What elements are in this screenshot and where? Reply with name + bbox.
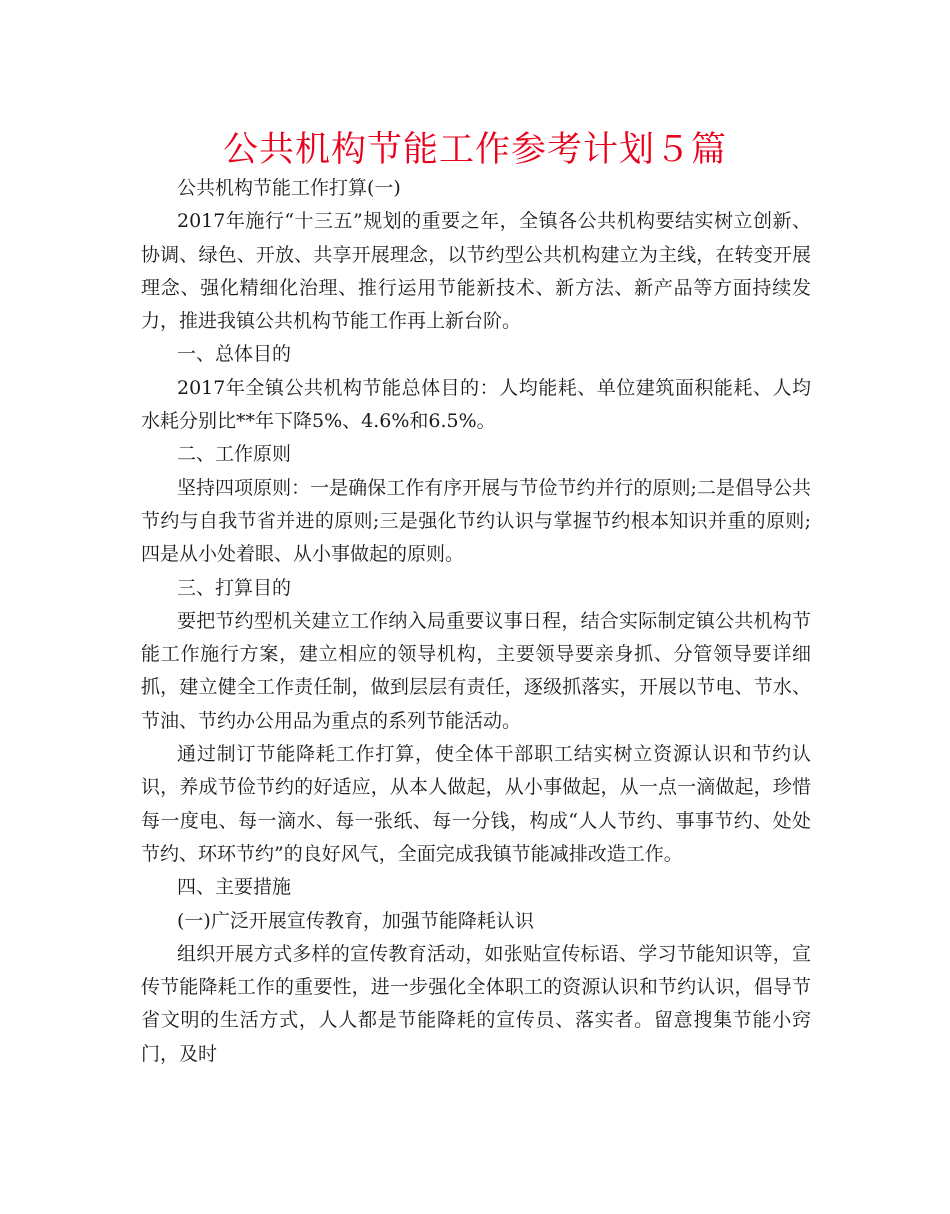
paragraph-publicity: 组织开展方式多样的宣传教育活动，如张贴宣传标语、学习节能知识等，宣传节能降耗工作的重要性，进一步强化全体职工的资源认识和节约认识，倡导节省文明的生活方式，人人都是节能降耗的宣传员、落实者。留意搜集节能小窍门，及时: [141, 942, 811, 1065]
paragraph-plan-goal: 要把节约型机关建立工作纳入局重要议事日程，结合实际制定镇公共机构节能工作施行方案，建立相应的领导机构，主要领导要亲身抓、分管领导要详细抓，建立健全工作责任制，做到层层有责任，逐级抓落实，开展以节电、节水、节油、节约办公用品为重点的系列节能活动。: [141, 609, 811, 732]
paragraph-principles: 坚持四项原则：一是确保工作有序开展与节俭节约并行的原则;二是倡导公共节约与自我节省并进的原则;三是强化节约认识与掌握节约根本知识并重的原则;四是从小处着眼、从小事做起的原则。: [141, 476, 811, 566]
document-body: [141, 172, 811, 1071]
section-heading-measures: 四、主要措施: [177, 876, 292, 899]
document-title: 公共机构节能工作参考计划５篇: [222, 130, 727, 170]
section-heading-principles: 二、工作原则: [177, 443, 292, 466]
paragraph-intro: 2017年施行“十三五”规划的重要之年，全镇各公共机构要结实树立创新、协调、绿色、开放、共享开展理念，以节约型公共机构建立为主线，在转变开展理念、强化精细化治理、推行运用节能新技术、新方法、新产品等方面持续发力，推进我镇公共机构节能工作再上新台阶。: [141, 210, 811, 333]
subsection-heading-publicity: (一)广泛开展宣传教育，加强节能降耗认识: [177, 909, 534, 932]
section-heading-plan-goal: 三、打算目的: [177, 576, 292, 599]
paragraph-overall-goal: 2017年全镇公共机构节能总体目的：人均能耗、单位建筑面积能耗、人均水耗分别比**年下降5%、4.6%和6.5%。: [141, 376, 811, 433]
paragraph-plan-heading: 公共机构节能工作打算(一): [177, 177, 401, 199]
paragraph-plan-goal-continued: 通过制订节能降耗工作打算，使全体干部职工结实树立资源认识和节约认识，养成节俭节约的好适应，从本人做起，从小事做起，从一点一滴做起，珍惜每一度电、每一滴水、每一张纸、每一分钱，构成“人人节约、事事节约、处处节约、环环节约”的良好风气，全面完成我镇节能减排改造工作。: [141, 743, 811, 865]
section-heading-overall-goal: 一、总体目的: [177, 343, 292, 366]
